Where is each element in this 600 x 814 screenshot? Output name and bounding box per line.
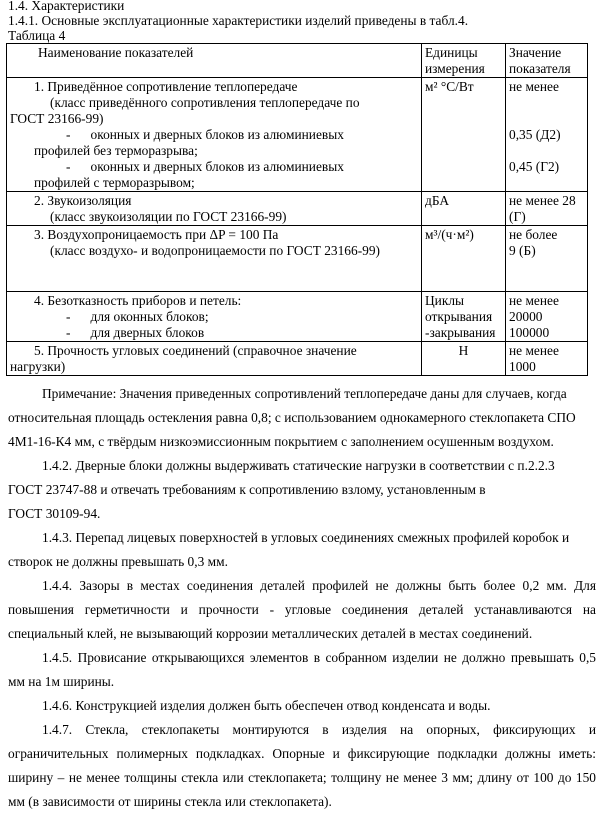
table-row: [7, 192, 588, 226]
table-row: [7, 292, 588, 342]
section-heading: 1.4. Характеристики: [8, 0, 125, 13]
row5-value: не менее 1000: [506, 342, 588, 376]
row2-unit: дБА: [422, 192, 506, 226]
body-text: [8, 382, 596, 814]
row4-name: 4. Безотказность приборов и петель: - для оконных блоков; - для дверных блоков: [7, 292, 422, 342]
table-row: [7, 78, 588, 192]
paragraph-1-4-4: 1.4.4. Зазоры в местах соединения деталей профилей не должны быть более 0,2 мм. Для повышения герметичности и прочности - угловые соединения деталей устанавливаются на специальный клей, не вызывающий коррозии металлических деталей в местах соединений.: [8, 578, 596, 641]
row3-value: не более 9 (Б): [506, 226, 588, 292]
paragraph-1-4-3: 1.4.3. Перепад лицевых поверхностей в угловых соединениях смежных профилей коробок и створок не должны превышать 0,3 мм.: [8, 530, 570, 569]
paragraph-1-4-6: 1.4.6. Конструкцией изделия должен быть обеспечен отвод конденсата и воды.: [42, 698, 491, 713]
row1-name: 1. Приведённое сопротивление теплопередаче (класс приведённого сопротивления теплопередаче по ГОСТ 23166-99) - оконных и дверных блоков из алюминиевых профилей без терморазрыва; - оконных и дверных блоков из алюминиевых профилей с терморазрывом;: [7, 78, 422, 192]
row4-value: не менее 20000 100000: [506, 292, 588, 342]
paragraph-1-4-2: 1.4.2. Дверные блоки должны выдерживать статические нагрузки в соответствии с п.2.2.3 ГОСТ 23747-88 и отвечать требованиям к сопротивлению взлому, установленным в ГОСТ 30109-94.: [8, 458, 555, 521]
table-row: [7, 226, 588, 292]
spec-table: [6, 43, 588, 376]
row3-name: 3. Воздухопроницаемость при ΔP = 100 Па (класс воздухо- и водопроницаемости по ГОСТ 23166-99): [7, 226, 422, 292]
paragraph-1-4-5: 1.4.5. Провисание открывающихся элементов в собранном изделии не должно превышать 0,5 мм на 1м ширины.: [8, 650, 596, 689]
table-caption: Таблица 4: [8, 28, 66, 43]
row3-unit: м³/(ч·м²): [422, 226, 506, 292]
row5-name: 5. Прочность угловых соединений (справочное значение нагрузки): [7, 342, 422, 376]
row1-value: не менее 0,35 (Д2) 0,45 (Г2): [506, 78, 588, 192]
header-value: Значение показателя: [506, 44, 588, 78]
header-units: Единицы измерения: [422, 44, 506, 78]
row5-unit: Н: [422, 342, 506, 376]
row2-name: 2. Звукоизоляция (класс звукоизоляции по ГОСТ 23166-99): [7, 192, 422, 226]
intro-line: 1.4.1. Основные эксплуатационные характеристики изделий приведены в табл.4.: [8, 13, 469, 28]
row4-unit: Циклы открывания -закрывания: [422, 292, 506, 342]
note-paragraph: Примечание: Значения приведенных сопротивлений теплопередаче даны для случаев, когда относительная площадь остекления равна 0,8; с использованием однокамерного стеклопакета СПО 4М1-16-К4 мм, с твёрдым низкоэмиссионным покрытием с заполнением осушенным воздухом.: [8, 386, 576, 449]
row1-unit: м² °С/Вт: [422, 78, 506, 192]
table-row: [7, 342, 588, 376]
header-name: Наименование показателей: [7, 44, 422, 78]
table-header-row: [7, 44, 588, 78]
row2-value: не менее 28 (Г): [506, 192, 588, 226]
paragraph-1-4-7: 1.4.7. Стекла, стеклопакеты монтируются в изделия на опорных, фиксирующих и ограничительных полимерных подкладках. Опорные и фиксирующие подкладки должны иметь: ширину – не менее толщины стекла или стеклопакета; толщину не менее 3 мм; длину от 100 до 150 мм (в зависимости от ширины стекла или стеклопакета).: [8, 722, 596, 809]
